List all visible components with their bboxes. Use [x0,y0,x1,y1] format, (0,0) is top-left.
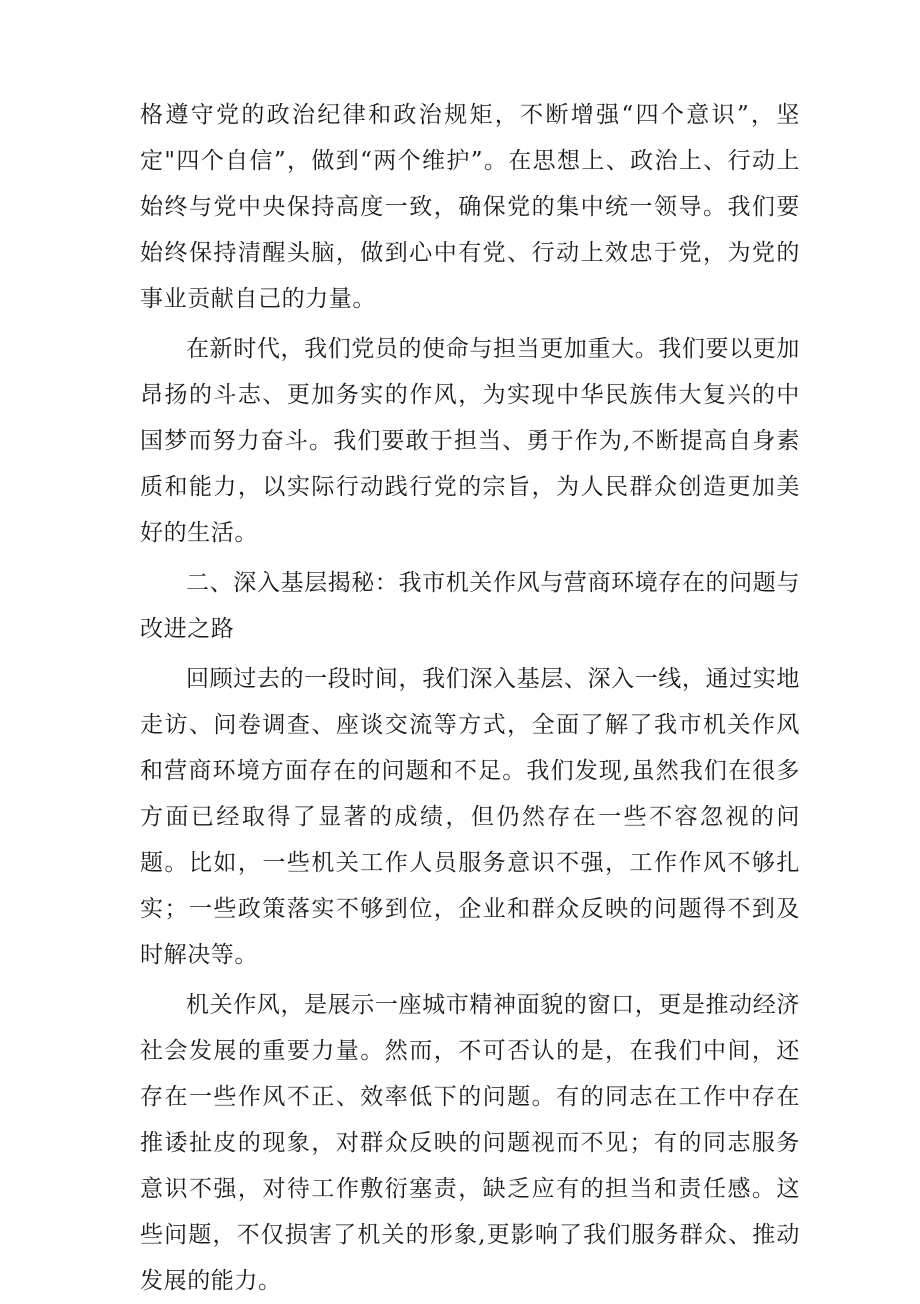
paragraph-review-findings: 回顾过去的一段时间，我们深入基层、深入一线，通过实地走访、问卷调查、座谈交流等方式，全面了解了我市机关作风和营商环境方面存在的问题和不足。我们发现,虽然我们在很多方面已经取得了显著的成绩，但仍然存在一些不容忽视的问题。比如，一些机关工作人员服务意识不强，工作作风不够扎实；一些政策落实不够到位，企业和群众反映的问题得不到及时解决等。 [140,666,800,968]
document-page [140,92,800,1304]
section-heading-two: 二、深入基层揭秘：我市机关作风与营商环境存在的问题与改进之路 [140,570,800,642]
paragraph-agency-style: 机关作风，是展示一座城市精神面貌的窗口，更是推动经济社会发展的重要力量。然而，不可否认的是，在我们中间，还存在一些作风不正、效率低下的问题。有的同志在工作中存在推诿扯皮的现象，对群众反映的问题视而不见；有的同志服务意识不强，对待工作敷衍塞责，缺乏应有的担当和责任感。这些问题，不仅损害了机关的形象,更影响了我们服务群众、推动发展的能力。 [140,992,800,1294]
paragraph-new-era-mission: 在新时代，我们党员的使命与担当更加重大。我们要以更加昂扬的斗志、更加务实的作风，为实现中华民族伟大复兴的中国梦而努力奋斗。我们要敢于担当、勇于作为,不断提高自身素质和能力，以实际行动践行党的宗旨，为人民群众创造更加美好的生活。 [140,336,800,546]
paragraph-party-discipline: 格遵守党的政治纪律和政治规矩，不断增强“四个意识”，坚定"四个自信”，做到“两个维护”。在思想上、政治上、行动上始终与党中央保持高度一致，确保党的集中统一领导。我们要始终保持清醒头脑，做到心中有党、行动上效忠于党，为党的事业贡献自己的力量。 [140,102,800,312]
